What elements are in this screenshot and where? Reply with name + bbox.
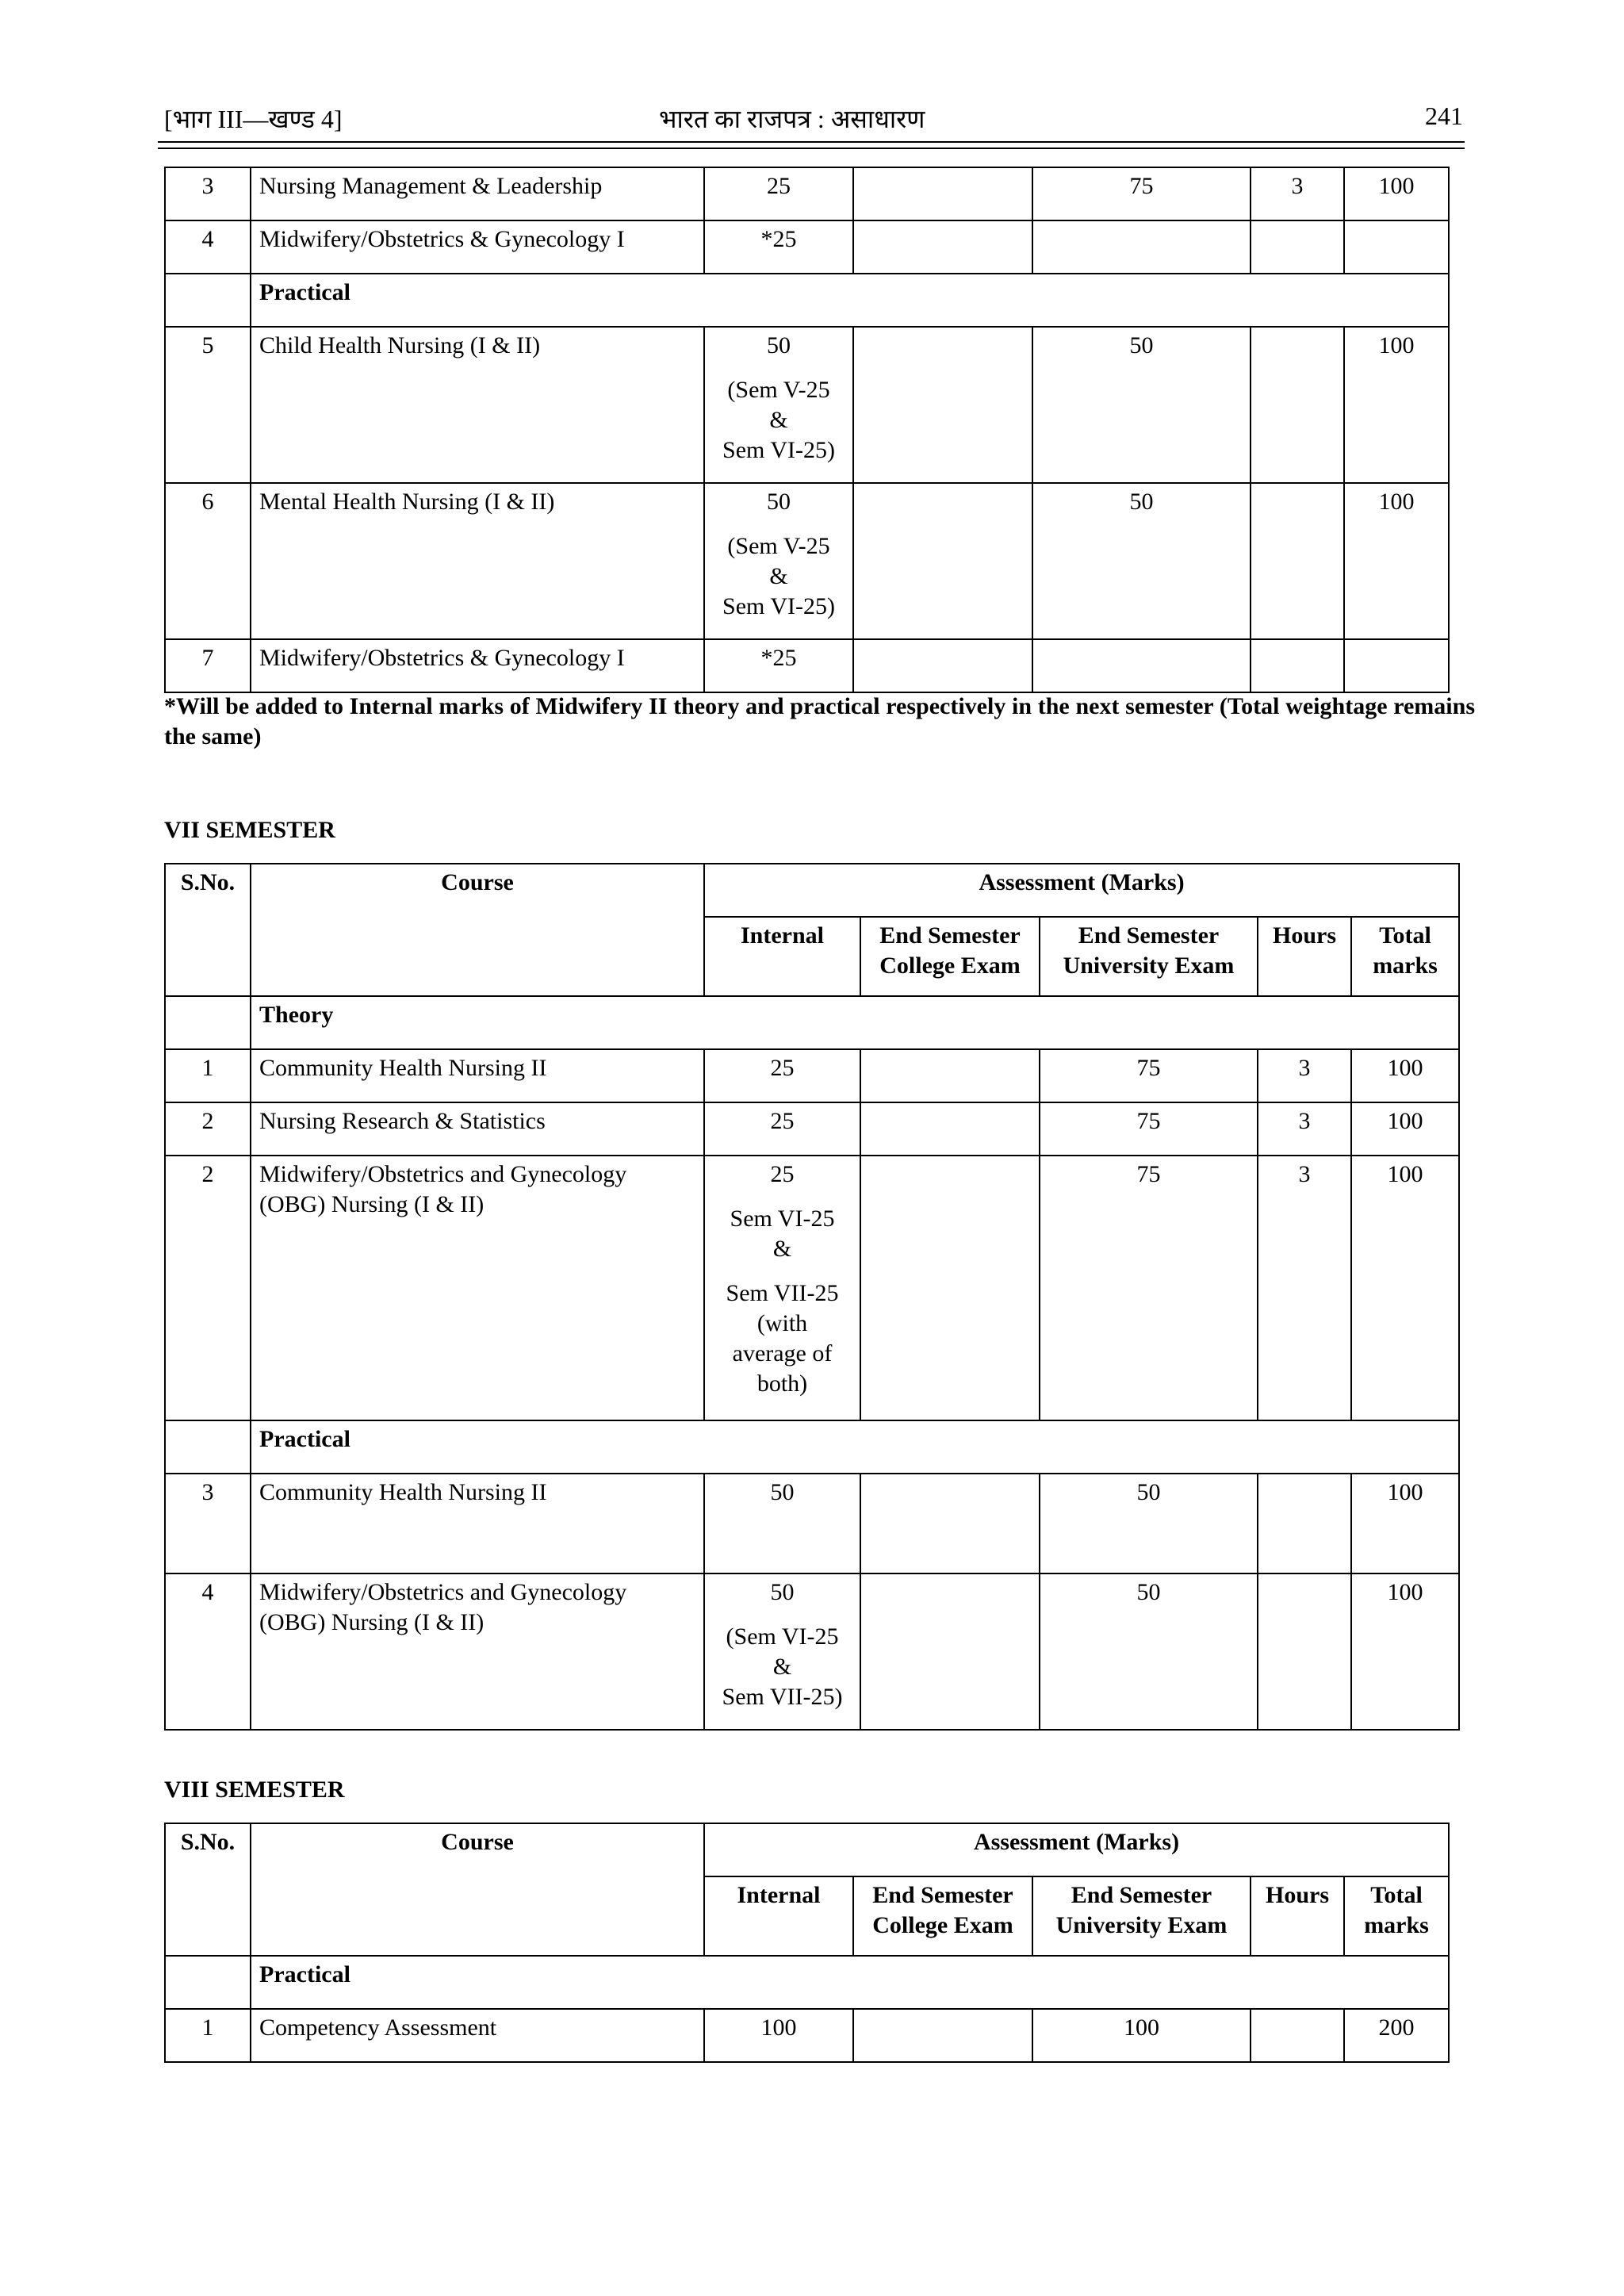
course-cell: Nursing Research & Statistics (251, 1102, 704, 1156)
table-row (165, 1156, 1459, 1420)
college-exam-cell (853, 639, 1032, 692)
university-exam-cell: 50 (1040, 1573, 1258, 1730)
internal-cell: 50 (Sem V-25 & Sem VI-25) (704, 483, 853, 639)
hours-header: Hours (1251, 1876, 1344, 1956)
sno-cell: 6 (165, 483, 251, 639)
course-cell: Nursing Management & Leadership (251, 167, 704, 220)
table-row (165, 1474, 1459, 1573)
hours-cell: 3 (1258, 1102, 1351, 1156)
section-row (165, 996, 1459, 1049)
header-rule-double (158, 148, 1465, 149)
total-cell: 100 (1351, 1156, 1459, 1420)
college-exam-cell (853, 167, 1032, 220)
course-cell: Community Health Nursing II (251, 1474, 704, 1573)
hours-cell (1251, 2009, 1344, 2062)
internal-cell: *25 (704, 639, 853, 692)
theory-section-label: Theory (251, 996, 1459, 1049)
course-header: Course (251, 1823, 704, 1956)
course-cell: Child Health Nursing (I & II) (251, 327, 704, 483)
sno-cell: 3 (165, 167, 251, 220)
section-row (165, 1956, 1449, 2009)
header-rule (158, 141, 1465, 143)
internal-header: Internal (704, 917, 860, 996)
semester-7-title: VII SEMESTER (164, 817, 335, 843)
practical-section-label: Practical (251, 274, 1449, 327)
header-section-label: [भाग III—खण्ड 4] (164, 105, 343, 133)
hours-cell: 3 (1251, 167, 1344, 220)
university-exam-cell: 50 (1040, 1474, 1258, 1573)
hours-header: Hours (1258, 917, 1351, 996)
sno-cell: 2 (165, 1156, 251, 1420)
internal-cell: 25 (704, 1102, 860, 1156)
total-cell: 100 (1351, 1474, 1459, 1573)
total-cell: 100 (1344, 327, 1449, 483)
total-cell: 100 (1351, 1102, 1459, 1156)
table-row (165, 1573, 1459, 1730)
university-exam-header: End Semester University Exam (1040, 917, 1258, 996)
section-row (165, 274, 1449, 327)
sno-cell: 3 (165, 1474, 251, 1573)
table-row (165, 639, 1449, 692)
sno-cell: 1 (165, 1049, 251, 1102)
semester-8-title: VIII SEMESTER (164, 1777, 345, 1803)
total-cell (1344, 220, 1449, 274)
internal-cell: 25 (704, 1049, 860, 1102)
college-exam-cell (860, 1156, 1040, 1420)
assessment-header: Assessment (Marks) (704, 1823, 1449, 1876)
sno-cell: 4 (165, 220, 251, 274)
table-row (165, 483, 1449, 639)
hours-cell: 3 (1258, 1049, 1351, 1102)
college-exam-header: End Semester College Exam (860, 917, 1040, 996)
college-exam-cell (860, 1102, 1040, 1156)
table-row (165, 1102, 1459, 1156)
college-exam-cell (860, 1049, 1040, 1102)
section-row (165, 1420, 1459, 1474)
college-exam-header: End Semester College Exam (853, 1876, 1032, 1956)
sno-cell: 4 (165, 1573, 251, 1730)
university-exam-cell: 100 (1032, 2009, 1251, 2062)
hours-cell (1251, 327, 1344, 483)
college-exam-cell (853, 327, 1032, 483)
internal-cell: 50 (Sem V-25 & Sem VI-25) (704, 327, 853, 483)
university-exam-cell (1032, 639, 1251, 692)
internal-cell: 25 (704, 167, 853, 220)
total-cell (1344, 639, 1449, 692)
college-exam-cell (860, 1474, 1040, 1573)
college-exam-cell (853, 483, 1032, 639)
internal-cell: 50 (Sem VI-25 & Sem VII-25) (704, 1573, 860, 1730)
practical-section-label: Practical (251, 1956, 1449, 2009)
total-header: Total marks (1351, 917, 1459, 996)
page-header (164, 102, 1463, 141)
university-exam-cell: 50 (1032, 327, 1251, 483)
table-row (165, 167, 1449, 220)
college-exam-cell (853, 220, 1032, 274)
college-exam-cell (860, 1573, 1040, 1730)
page-number: 241 (1425, 102, 1463, 130)
course-cell: Midwifery/Obstetrics and Gynecology (OBG) Nursing (I & II) (251, 1573, 704, 1730)
hours-cell (1251, 220, 1344, 274)
hours-cell: 3 (1258, 1156, 1351, 1420)
internal-cell: 100 (704, 2009, 853, 2062)
total-cell: 100 (1344, 483, 1449, 639)
university-exam-cell (1032, 220, 1251, 274)
internal-cell: 50 (704, 1474, 860, 1573)
course-cell: Community Health Nursing II (251, 1049, 704, 1102)
course-cell: Midwifery/Obstetrics & Gynecology I (251, 639, 704, 692)
internal-cell: 25 Sem VI-25 & Sem VII-25 (with average of both) (704, 1156, 860, 1420)
university-exam-cell: 75 (1040, 1156, 1258, 1420)
course-cell: Competency Assessment (251, 2009, 704, 2062)
total-cell: 100 (1351, 1049, 1459, 1102)
total-cell: 100 (1351, 1573, 1459, 1730)
sno-cell: 1 (165, 2009, 251, 2062)
sno-header: S.No. (165, 864, 251, 996)
header-row (165, 1823, 1449, 1876)
course-header: Course (251, 864, 704, 996)
sno-cell: 7 (165, 639, 251, 692)
hours-cell (1258, 1474, 1351, 1573)
sno-cell: 2 (165, 1102, 251, 1156)
total-cell: 100 (1344, 167, 1449, 220)
total-cell: 200 (1344, 2009, 1449, 2062)
university-exam-cell: 75 (1040, 1102, 1258, 1156)
hours-cell (1251, 483, 1344, 639)
internal-header: Internal (704, 1876, 853, 1956)
hours-cell (1258, 1573, 1351, 1730)
course-cell: Midwifery/Obstetrics & Gynecology I (251, 220, 704, 274)
total-header: Total marks (1344, 1876, 1449, 1956)
college-exam-cell (853, 2009, 1032, 2062)
course-cell: Mental Health Nursing (I & II) (251, 483, 704, 639)
table-row (165, 2009, 1449, 2062)
assessment-header: Assessment (Marks) (704, 864, 1459, 917)
table-row (165, 1049, 1459, 1102)
sno-cell: 5 (165, 327, 251, 483)
university-exam-cell: 50 (1032, 483, 1251, 639)
university-exam-header: End Semester University Exam (1032, 1876, 1251, 1956)
semester-7-table (164, 863, 1460, 1731)
course-cell: Midwifery/Obstetrics and Gynecology (OBG) Nursing (I & II) (251, 1156, 704, 1420)
university-exam-cell: 75 (1032, 167, 1251, 220)
header-gazette-title: भारत का राजपत्र : असाधारण (659, 105, 925, 133)
table-row (165, 220, 1449, 274)
hours-cell (1251, 639, 1344, 692)
university-exam-cell: 75 (1040, 1049, 1258, 1102)
practical-section-label: Practical (251, 1420, 1459, 1474)
internal-cell: *25 (704, 220, 853, 274)
semester-6-continued-table (164, 167, 1450, 693)
sno-header: S.No. (165, 1823, 251, 1956)
footnote: *Will be added to Internal marks of Midwifery II theory and practical respectively in the next semester (Total weightage remains the same) (164, 693, 1475, 749)
header-row (165, 864, 1459, 917)
table-row (165, 327, 1449, 483)
semester-8-table (164, 1823, 1450, 2063)
